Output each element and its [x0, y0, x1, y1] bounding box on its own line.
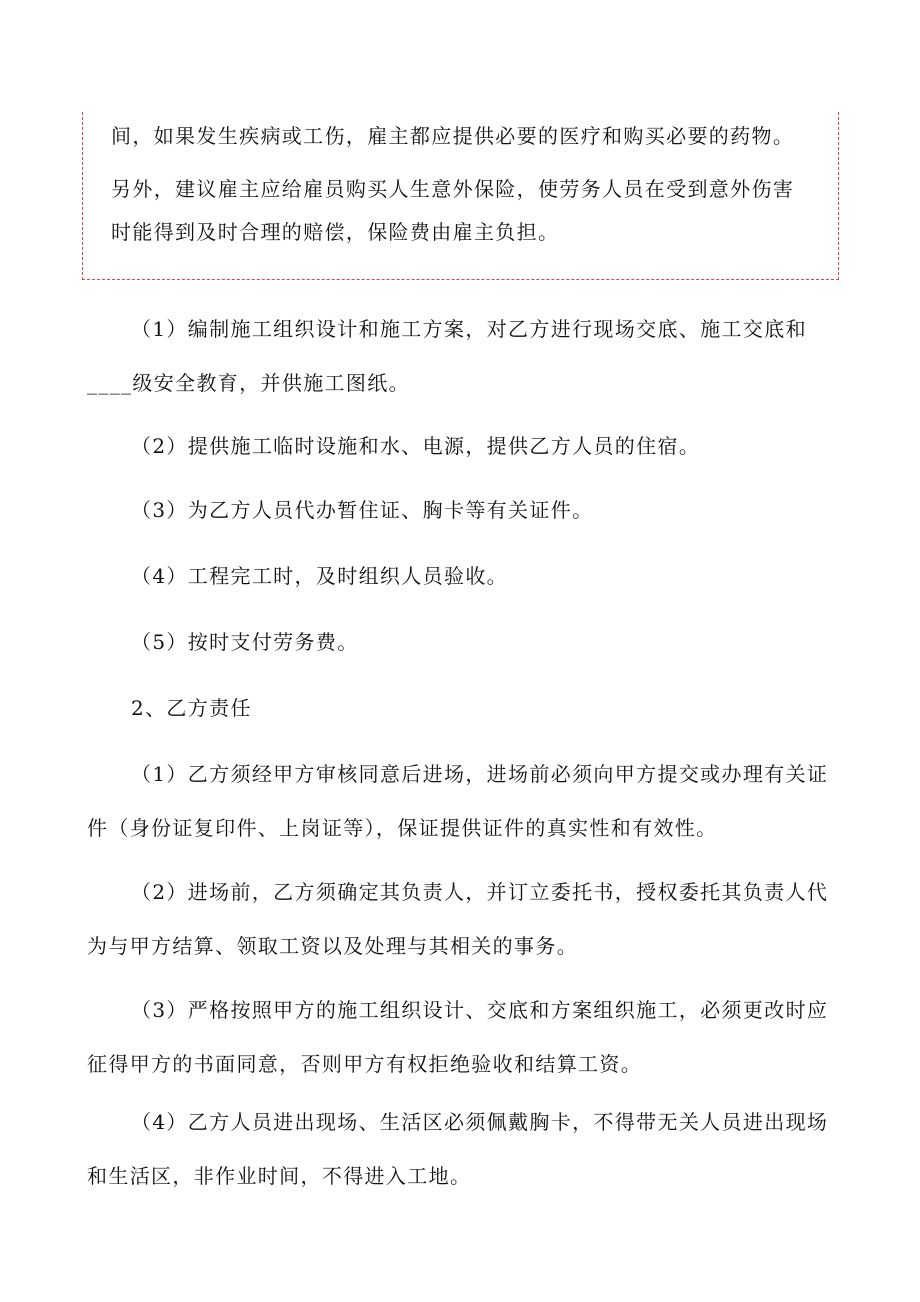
- party-a-item-1-line-1: （1）编制施工组织设计和施工方案，对乙方进行现场交底、施工交底和: [131, 317, 807, 341]
- party-a-item-4: [87, 562, 847, 616]
- party-a-item-1: [87, 315, 847, 423]
- notice-line-2: 另外，建议雇主应给雇员购买人生意外保险，使劳务人员在受到意外伤害: [111, 177, 795, 201]
- party-b-item-2: [87, 878, 847, 986]
- dashed-notice-box: [82, 112, 839, 280]
- notice-line-1: 间，如果发生疾病或工伤，雇主都应提供必要的医疗和购买必要的药物。: [111, 124, 795, 148]
- party-a-item-4-text: （4）工程完工时，及时组织人员验收。: [131, 564, 509, 588]
- party-b-item-3-line-1: （3）严格按照甲方的施工组织设计、交底和方案组织施工，必须更改时应: [131, 998, 829, 1022]
- party-b-item-3: [87, 996, 847, 1104]
- party-b-item-3-line-2: 征得甲方的书面同意，否则甲方有权拒绝验收和结算工资。: [87, 1052, 643, 1076]
- party-a-item-5-text: （5）按时支付劳务费。: [131, 630, 359, 654]
- notice-line-3: 时能得到及时合理的赔偿，保险费由雇主负担。: [111, 220, 560, 244]
- party-b-item-1-line-2: 件（身份证复印件、上岗证等），保证提供证件的真实性和有效性。: [87, 816, 718, 840]
- party-a-item-3: [87, 496, 847, 550]
- party-b-item-4-line-2: 和生活区，非作业时间，不得进入工地。: [87, 1164, 472, 1188]
- party-a-item-5: [87, 628, 847, 682]
- party-a-item-2-text: （2）提供施工临时设施和水、电源，提供乙方人员的住宿。: [131, 434, 701, 458]
- party-b-heading: [87, 694, 847, 748]
- party-a-item-3-text: （3）为乙方人员代办暂住证、胸卡等有关证件。: [131, 498, 594, 522]
- party-a-item-2: [87, 432, 847, 486]
- party-b-item-1: [87, 760, 847, 868]
- party-b-item-2-line-2: 为与甲方结算、领取工资以及处理与其相关的事务。: [87, 934, 579, 958]
- party-a-item-1-line-2: ____级安全教育，并供施工图纸。: [87, 371, 410, 395]
- party-b-item-1-line-1: （1）乙方须经甲方审核同意后进场，进场前必须向甲方提交或办理有关证: [131, 762, 829, 786]
- party-b-item-4: [87, 1108, 847, 1216]
- party-b-item-2-line-1: （2）进场前，乙方须确定其负责人，并订立委托书，授权委托其负责人代: [131, 880, 829, 904]
- party-b-heading-text: 2、乙方责任: [131, 696, 252, 720]
- party-b-item-4-line-1: （4）乙方人员进出现场、生活区必须佩戴胸卡，不得带无关人员进出现场: [131, 1110, 829, 1134]
